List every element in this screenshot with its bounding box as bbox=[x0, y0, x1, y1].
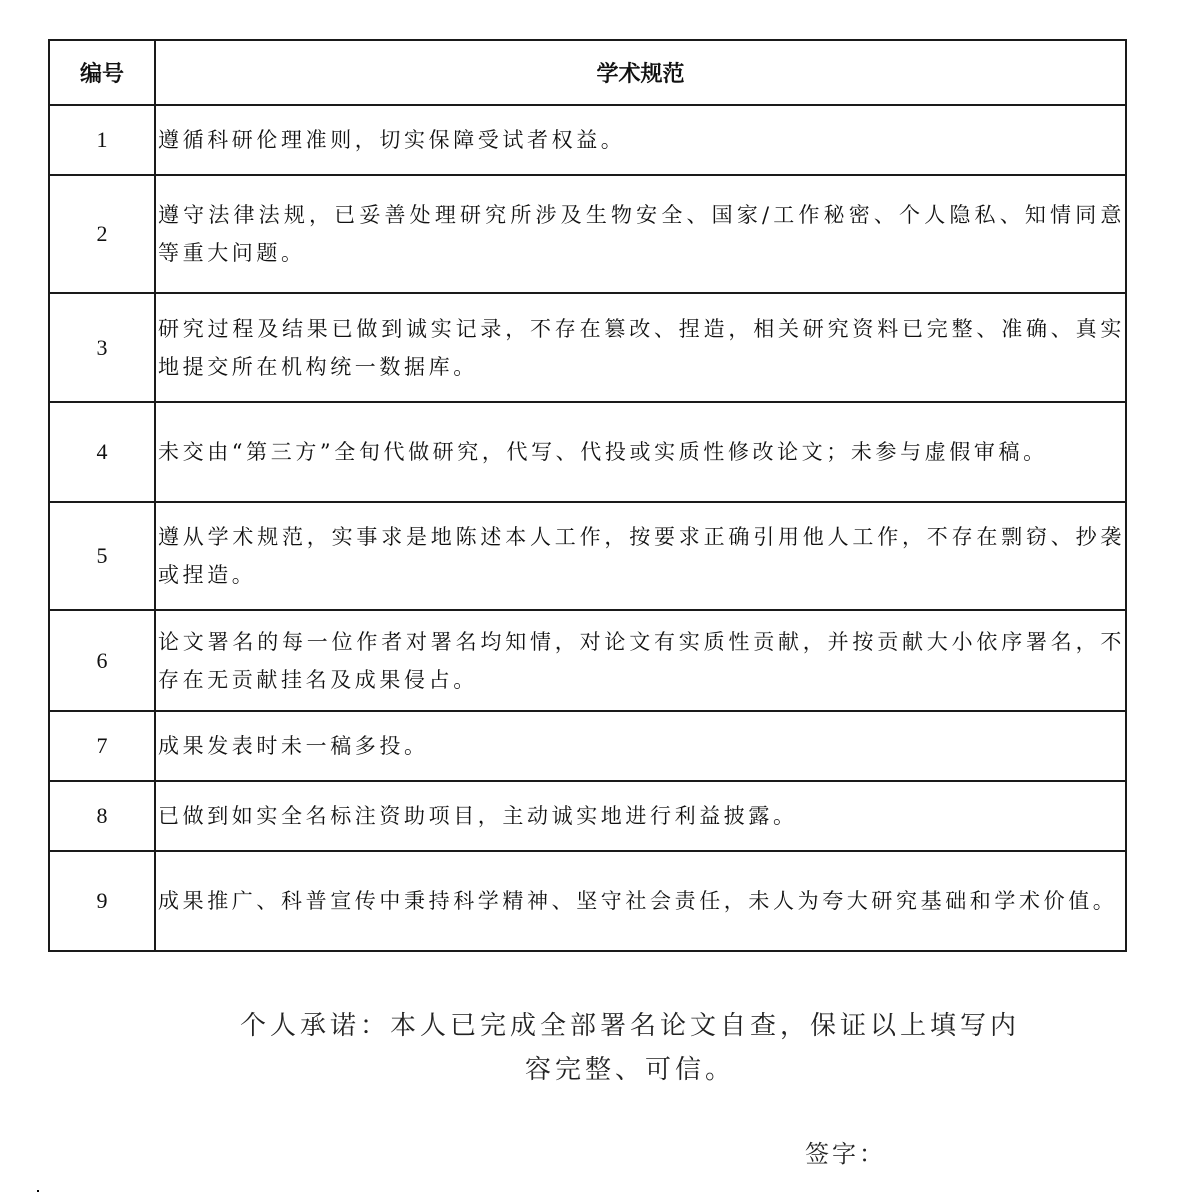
row-number: 5 bbox=[49, 502, 155, 610]
table-row bbox=[49, 711, 1126, 781]
table-row bbox=[49, 175, 1126, 293]
table-row bbox=[49, 781, 1126, 851]
table-row bbox=[49, 293, 1126, 402]
row-number: 4 bbox=[49, 402, 155, 502]
signature-label: 签字： bbox=[805, 1140, 886, 1168]
row-number: 1 bbox=[49, 105, 155, 175]
row-norm-text: 已做到如实全名标注资助项目，主动诚实地进行利益披露。 bbox=[155, 781, 1126, 851]
table-header-row bbox=[49, 40, 1126, 105]
row-number: 2 bbox=[49, 175, 155, 293]
row-norm-text: 遵从学术规范，实事求是地陈述本人工作，按要求正确引用他人工作，不存在剽窃、抄袭或捏造。 bbox=[155, 502, 1126, 610]
table-row bbox=[49, 105, 1126, 175]
row-number: 8 bbox=[49, 781, 155, 851]
row-number: 6 bbox=[49, 610, 155, 711]
table-row bbox=[49, 402, 1126, 502]
row-number: 7 bbox=[49, 711, 155, 781]
row-norm-text: 论文署名的每一位作者对署名均知情，对论文有实质性贡献，并按贡献大小依序署名，不存在无贡献挂名及成果侵占。 bbox=[155, 610, 1126, 711]
table-row bbox=[49, 502, 1126, 610]
row-norm-text: 遵守法律法规，已妥善处理研究所涉及生物安全、国家/工作秘密、个人隐私、知情同意等重大问题。 bbox=[155, 175, 1126, 293]
scan-dot-mark bbox=[37, 1190, 39, 1192]
academic-norms-table bbox=[48, 39, 1127, 952]
personal-pledge bbox=[190, 1004, 1070, 1092]
pledge-line-1: 个人承诺：本人已完成全部署名论文自查，保证以上填写内 bbox=[239, 1011, 1020, 1041]
row-norm-text: 成果推广、科普宣传中秉持科学精神、坚守社会责任，未人为夸大研究基础和学术价值。 bbox=[155, 851, 1126, 951]
row-norm-text: 成果发表时未一稿多投。 bbox=[155, 711, 1126, 781]
row-number: 3 bbox=[49, 293, 155, 402]
row-norm-text: 研究过程及结果已做到诚实记录，不存在篡改、捏造，相关研究资料已完整、准确、真实地提交所在机构统一数据库。 bbox=[155, 293, 1126, 402]
header-number: 编号 bbox=[49, 40, 155, 105]
row-number: 9 bbox=[49, 851, 155, 951]
row-norm-text: 未交由“第三方”全旬代做研究，代写、代投或实质性修改论文；未参与虚假审稿。 bbox=[155, 402, 1126, 502]
pledge-line-2: 容完整、可信。 bbox=[524, 1055, 735, 1085]
row-norm-text: 遵循科研伦理准则，切实保障受试者权益。 bbox=[155, 105, 1126, 175]
header-norm: 学术规范 bbox=[155, 40, 1126, 105]
table-row bbox=[49, 610, 1126, 711]
table-row bbox=[49, 851, 1126, 951]
